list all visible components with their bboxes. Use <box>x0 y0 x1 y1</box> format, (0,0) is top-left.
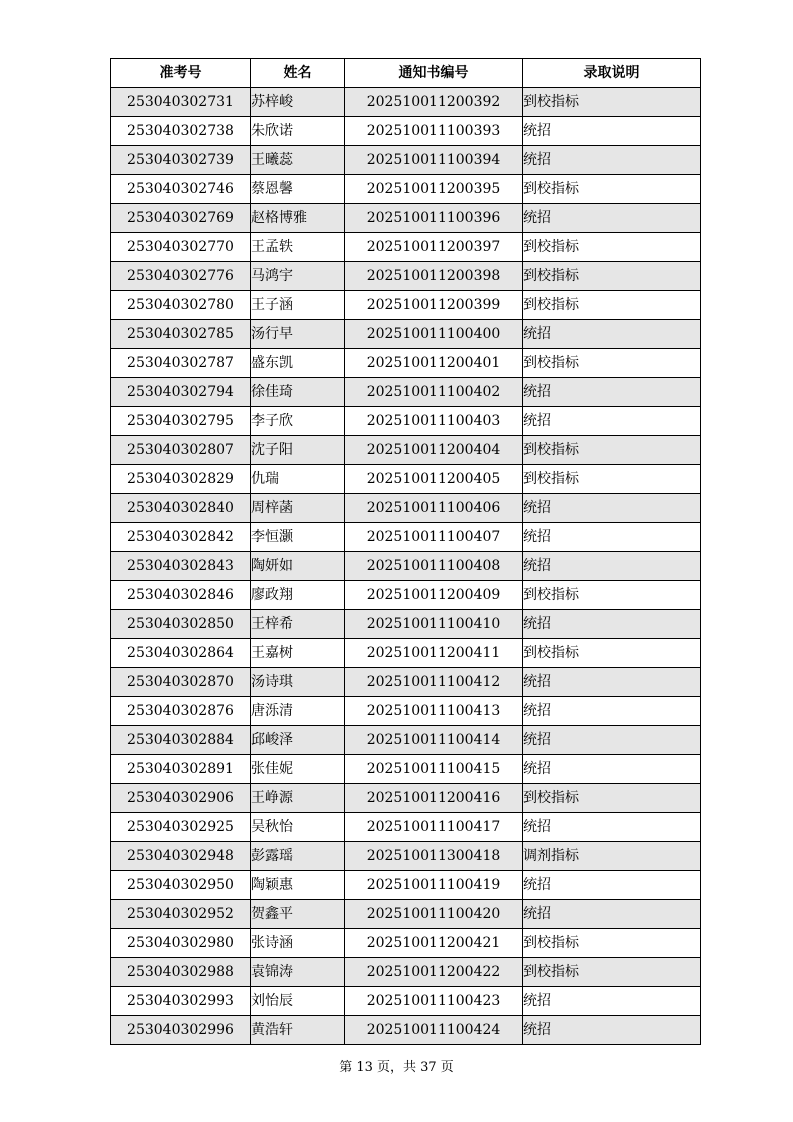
cell-name: 沈子阳 <box>251 436 345 465</box>
cell-notice-no: 202510011300418 <box>345 842 523 871</box>
cell-exam-no: 253040302840 <box>111 494 251 523</box>
table-row <box>111 436 701 465</box>
cell-name: 苏梓峻 <box>251 88 345 117</box>
cell-exam-no: 253040302776 <box>111 262 251 291</box>
cell-name: 吴秋怡 <box>251 813 345 842</box>
cell-name: 黄浩轩 <box>251 1016 345 1045</box>
cell-admission-note: 统招 <box>523 204 701 233</box>
cell-notice-no: 202510011200411 <box>345 639 523 668</box>
table-row <box>111 88 701 117</box>
table-row <box>111 523 701 552</box>
cell-exam-no: 253040302794 <box>111 378 251 407</box>
cell-admission-note: 统招 <box>523 697 701 726</box>
header-exam-no: 准考号 <box>111 59 251 88</box>
cell-admission-note: 统招 <box>523 813 701 842</box>
cell-notice-no: 202510011100408 <box>345 552 523 581</box>
table-row <box>111 175 701 204</box>
cell-name: 仇瑞 <box>251 465 345 494</box>
cell-exam-no: 253040302770 <box>111 233 251 262</box>
cell-notice-no: 202510011200416 <box>345 784 523 813</box>
table-body <box>111 88 701 1045</box>
cell-notice-no: 202510011200392 <box>345 88 523 117</box>
cell-exam-no: 253040302807 <box>111 436 251 465</box>
cell-notice-no: 202510011100400 <box>345 320 523 349</box>
table-row <box>111 233 701 262</box>
cell-notice-no: 202510011100414 <box>345 726 523 755</box>
cell-notice-no: 202510011100410 <box>345 610 523 639</box>
table-row <box>111 900 701 929</box>
cell-exam-no: 253040302780 <box>111 291 251 320</box>
header-name: 姓名 <box>251 59 345 88</box>
table-row <box>111 697 701 726</box>
cell-name: 汤行早 <box>251 320 345 349</box>
cell-name: 王嘉树 <box>251 639 345 668</box>
cell-admission-note: 统招 <box>523 320 701 349</box>
cell-name: 唐泺清 <box>251 697 345 726</box>
cell-name: 马鸿宇 <box>251 262 345 291</box>
cell-admission-note: 调剂指标 <box>523 842 701 871</box>
cell-exam-no: 253040302795 <box>111 407 251 436</box>
cell-admission-note: 统招 <box>523 900 701 929</box>
cell-admission-note: 到校指标 <box>523 639 701 668</box>
cell-notice-no: 202510011100415 <box>345 755 523 784</box>
cell-notice-no: 202510011200395 <box>345 175 523 204</box>
cell-name: 汤诗琪 <box>251 668 345 697</box>
cell-name: 刘怡辰 <box>251 987 345 1016</box>
cell-name: 王曦蕊 <box>251 146 345 175</box>
table-row <box>111 958 701 987</box>
table-row <box>111 146 701 175</box>
table-row <box>111 117 701 146</box>
cell-notice-no: 202510011200404 <box>345 436 523 465</box>
cell-notice-no: 202510011100406 <box>345 494 523 523</box>
cell-name: 陶妍如 <box>251 552 345 581</box>
cell-admission-note: 统招 <box>523 871 701 900</box>
cell-admission-note: 统招 <box>523 523 701 552</box>
cell-exam-no: 253040302950 <box>111 871 251 900</box>
table-row <box>111 320 701 349</box>
cell-admission-note: 到校指标 <box>523 929 701 958</box>
cell-exam-no: 253040302731 <box>111 88 251 117</box>
cell-notice-no: 202510011200405 <box>345 465 523 494</box>
table-row <box>111 639 701 668</box>
admission-roster-sheet <box>110 58 700 1045</box>
cell-notice-no: 202510011100407 <box>345 523 523 552</box>
cell-name: 王子涵 <box>251 291 345 320</box>
cell-notice-no: 202510011100394 <box>345 146 523 175</box>
cell-name: 李子欣 <box>251 407 345 436</box>
table-row <box>111 552 701 581</box>
cell-admission-note: 统招 <box>523 552 701 581</box>
cell-admission-note: 到校指标 <box>523 436 701 465</box>
table-row <box>111 581 701 610</box>
cell-exam-no: 253040302870 <box>111 668 251 697</box>
cell-exam-no: 253040302787 <box>111 349 251 378</box>
table-row <box>111 842 701 871</box>
cell-admission-note: 统招 <box>523 755 701 784</box>
cell-name: 徐佳琦 <box>251 378 345 407</box>
cell-admission-note: 到校指标 <box>523 958 701 987</box>
cell-admission-note: 统招 <box>523 668 701 697</box>
cell-exam-no: 253040302842 <box>111 523 251 552</box>
cell-admission-note: 到校指标 <box>523 88 701 117</box>
cell-notice-no: 202510011200399 <box>345 291 523 320</box>
cell-name: 周梓菡 <box>251 494 345 523</box>
cell-exam-no: 253040302746 <box>111 175 251 204</box>
cell-name: 廖政翔 <box>251 581 345 610</box>
cell-admission-note: 统招 <box>523 1016 701 1045</box>
cell-name: 张诗涵 <box>251 929 345 958</box>
cell-name: 彭露瑶 <box>251 842 345 871</box>
cell-exam-no: 253040302996 <box>111 1016 251 1045</box>
admission-roster-table <box>110 58 701 1045</box>
cell-name: 朱欣诺 <box>251 117 345 146</box>
table-row <box>111 668 701 697</box>
table-row <box>111 262 701 291</box>
cell-admission-note: 到校指标 <box>523 465 701 494</box>
cell-exam-no: 253040302948 <box>111 842 251 871</box>
cell-admission-note: 到校指标 <box>523 581 701 610</box>
table-row <box>111 1016 701 1045</box>
cell-notice-no: 202510011200397 <box>345 233 523 262</box>
cell-admission-note: 统招 <box>523 610 701 639</box>
cell-exam-no: 253040302739 <box>111 146 251 175</box>
cell-notice-no: 202510011100396 <box>345 204 523 233</box>
cell-notice-no: 202510011200398 <box>345 262 523 291</box>
table-row <box>111 813 701 842</box>
cell-admission-note: 到校指标 <box>523 349 701 378</box>
cell-name: 邱峻泽 <box>251 726 345 755</box>
cell-exam-no: 253040302843 <box>111 552 251 581</box>
table-row <box>111 291 701 320</box>
header-admission-note: 录取说明 <box>523 59 701 88</box>
cell-notice-no: 202510011100423 <box>345 987 523 1016</box>
cell-name: 张佳妮 <box>251 755 345 784</box>
cell-notice-no: 202510011200409 <box>345 581 523 610</box>
cell-exam-no: 253040302850 <box>111 610 251 639</box>
cell-admission-note: 统招 <box>523 987 701 1016</box>
cell-admission-note: 统招 <box>523 726 701 755</box>
cell-admission-note: 统招 <box>523 378 701 407</box>
cell-admission-note: 到校指标 <box>523 784 701 813</box>
table-row <box>111 494 701 523</box>
table-row <box>111 755 701 784</box>
cell-name: 贺鑫平 <box>251 900 345 929</box>
cell-notice-no: 202510011100424 <box>345 1016 523 1045</box>
cell-notice-no: 202510011100412 <box>345 668 523 697</box>
cell-admission-note: 统招 <box>523 146 701 175</box>
cell-name: 袁锦涛 <box>251 958 345 987</box>
page-number-footer: 第 13 页，共 37 页 <box>339 1060 454 1075</box>
cell-notice-no: 202510011100419 <box>345 871 523 900</box>
table-header-row <box>111 59 701 88</box>
cell-exam-no: 253040302906 <box>111 784 251 813</box>
cell-notice-no: 202510011100413 <box>345 697 523 726</box>
cell-name: 王梓希 <box>251 610 345 639</box>
cell-exam-no: 253040302864 <box>111 639 251 668</box>
cell-notice-no: 202510011100403 <box>345 407 523 436</box>
table-row <box>111 987 701 1016</box>
cell-exam-no: 253040302846 <box>111 581 251 610</box>
table-row <box>111 784 701 813</box>
cell-admission-note: 统招 <box>523 117 701 146</box>
table-row <box>111 349 701 378</box>
cell-name: 蔡恩馨 <box>251 175 345 204</box>
cell-exam-no: 253040302829 <box>111 465 251 494</box>
cell-admission-note: 到校指标 <box>523 291 701 320</box>
cell-exam-no: 253040302738 <box>111 117 251 146</box>
cell-notice-no: 202510011200421 <box>345 929 523 958</box>
cell-name: 赵格博雅 <box>251 204 345 233</box>
cell-notice-no: 202510011100417 <box>345 813 523 842</box>
cell-admission-note: 统招 <box>523 407 701 436</box>
cell-notice-no: 202510011200401 <box>345 349 523 378</box>
table-row <box>111 871 701 900</box>
cell-name: 王峥源 <box>251 784 345 813</box>
cell-name: 王孟轶 <box>251 233 345 262</box>
cell-admission-note: 到校指标 <box>523 262 701 291</box>
table-row <box>111 465 701 494</box>
cell-exam-no: 253040302876 <box>111 697 251 726</box>
cell-exam-no: 253040302988 <box>111 958 251 987</box>
cell-exam-no: 253040302993 <box>111 987 251 1016</box>
table-row <box>111 204 701 233</box>
table-row <box>111 378 701 407</box>
cell-exam-no: 253040302884 <box>111 726 251 755</box>
cell-name: 李恒灏 <box>251 523 345 552</box>
cell-admission-note: 到校指标 <box>523 233 701 262</box>
table-row <box>111 726 701 755</box>
cell-exam-no: 253040302891 <box>111 755 251 784</box>
cell-exam-no: 253040302980 <box>111 929 251 958</box>
cell-notice-no: 202510011100420 <box>345 900 523 929</box>
cell-admission-note: 到校指标 <box>523 175 701 204</box>
cell-notice-no: 202510011200422 <box>345 958 523 987</box>
cell-notice-no: 202510011100402 <box>345 378 523 407</box>
cell-exam-no: 253040302785 <box>111 320 251 349</box>
table-row <box>111 407 701 436</box>
cell-exam-no: 253040302952 <box>111 900 251 929</box>
cell-admission-note: 统招 <box>523 494 701 523</box>
cell-notice-no: 202510011100393 <box>345 117 523 146</box>
table-row <box>111 929 701 958</box>
cell-exam-no: 253040302925 <box>111 813 251 842</box>
cell-name: 陶颖惠 <box>251 871 345 900</box>
cell-name: 盛东凯 <box>251 349 345 378</box>
table-row <box>111 610 701 639</box>
cell-exam-no: 253040302769 <box>111 204 251 233</box>
header-notice-no: 通知书编号 <box>345 59 523 88</box>
